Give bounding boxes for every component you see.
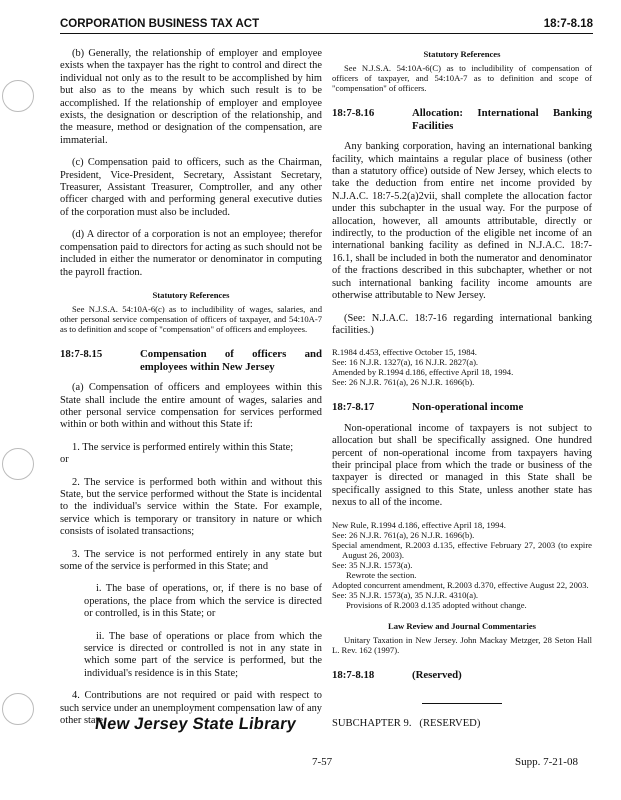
- statutory-references-heading: Statutory References: [423, 49, 501, 59]
- law-review-text: Unitary Taxation in New Jersey. John Mackay Metzger, 28 Seton Hall L. Rev. 162 (1997).: [332, 634, 592, 655]
- section-title: Non-operational income: [412, 401, 524, 414]
- section-heading-8-17: [332, 401, 592, 413]
- paragraph: (See: N.J.A.C. 18:7-16 regarding international banking facilities.): [332, 312, 592, 336]
- section-number: 18:7-8.15: [60, 348, 103, 361]
- paragraph: Non-operational income of taxpayers is not subject to allocation but shall be specifically assigned. One hundred percent of non-operational income from taxpayers having their principal place from which the trade or business of the taxpayer is directed or managed in this State shall be specifically assigned to this State, unless another state has nexus to all of the income.: [332, 422, 592, 509]
- section-title: Compensation of officers and employees within New Jersey: [140, 348, 322, 373]
- section-heading-8-15: [60, 348, 322, 373]
- header-title: CORPORATION BUSINESS TAX ACT: [60, 18, 260, 30]
- divider: [422, 703, 502, 704]
- running-header: [60, 18, 593, 34]
- sub-list-item: ii. The base of operations or place from which the service is directed or controlled is not in any state in which some part of the service is performed, but the individual's residence is in this State;: [84, 630, 322, 679]
- section-heading-8-16: [332, 107, 592, 132]
- section-number: 18:7-8.17: [332, 401, 375, 414]
- left-column: [60, 48, 322, 737]
- list-item: 4. Contributions are not required or paid with respect to such service under an unemployment compensation law of any other state.: [60, 690, 322, 727]
- punch-hole: [2, 448, 34, 480]
- paragraph-a: (a) Compensation of officers and employees within this State shall include the entire amount of wages, salaries and other personal service compensation for services performed within or both within and without this State if:: [60, 382, 322, 431]
- punch-hole: [2, 80, 34, 112]
- section-number: 18:7-8.16: [332, 107, 375, 120]
- history-notes: R.1984 d.453, effective October 15, 1984. See: 16 N.J.R. 1327(a), 16 N.J.R. 2827(a). Amended by R.1994 d.186, effective April 18, 1994. See: 26 N.J.R. 761(a), 26 N.J.R. 1696(b).: [332, 347, 514, 388]
- paragraph-c: (c) Compensation paid to officers, such as the Chairman, President, Vice-President, Secretary, Assistant Secretary, Treasurer, Assistant Treasurer, Comptroller, and any other officer charged with and performing general executive duties of the corporation must also be included.: [60, 157, 322, 218]
- header-section: 18:7-8.18: [543, 18, 593, 30]
- library-stamp: New Jersey State Library: [93, 715, 298, 733]
- history-notes: New Rule, R.1994 d.186, effective April 18, 1994. See: 26 N.J.R. 761(a), 26 N.J.R. 1696(b). Special amendment, R.2003 d.135, effective February 27, 2003 (to expire August 26, 2003). See: 35 N.J.R. 1573(a). Rewrote the section. Adopted concurrent amendment, R.2003 d.370, effective August 22, 2003. See: 35 N.J.R. 1573(a), 35 N.J.R. 4310(a). Provisions of R.2003 d.135 adopted without change.: [332, 519, 592, 610]
- punch-hole: [2, 693, 34, 725]
- section-number: 18:7-8.18: [332, 668, 375, 681]
- paragraph-d: (d) A director of a corporation is not an employee; therefor compensation paid to directors for acting as such should not be included in either the numerator or denominator in computing the payroll fraction.: [60, 229, 323, 278]
- paragraph: Any banking corporation, having an international banking facility, which maintains a regular place of business (other than a statutory office) outside of New Jersey, which elects to take the deduction from entire net income provided by N.J.A.C. 18:7-5.2(a)2vii, shall complete the allocation factor under this subchapter in the usual way. For the purpose of allocation, however, all amounts attributable, directly or indirectly, to the production of the eligible net income of an international banking facility as defined in N.J.A.C. 18:7-16.1, shall be included in both the numerator and denominator of the fractions described in this subchapter, whether or not such international banking facility income amounts are otherwise attributable to New Jersey.: [332, 141, 592, 302]
- subchapter-heading: SUBCHAPTER 9. (RESERVED): [332, 718, 481, 730]
- list-item: 3. The service is not performed entirely in any state but some of the service is performed in this State; and: [60, 548, 322, 572]
- supplement-date: Supp. 7-21-08: [515, 756, 578, 768]
- statutory-references-heading: Statutory References: [152, 289, 230, 300]
- section-heading-8-18: [332, 669, 592, 681]
- page-number: 7-57: [312, 756, 333, 768]
- statutory-references-text: See N.J.S.A. 54:10A-6(c) as to includibility of wages, salaries, and other personal service compensation of officers of taxpayer, and 54:10A-7 as to definition and scope of "compensation" of officers and employees.: [60, 304, 322, 335]
- section-title: Allocation: International Banking Facilities: [412, 107, 592, 132]
- law-review-heading: Law Review and Journal Commentaries: [388, 620, 536, 631]
- paragraph-b: (b) Generally, the relationship of employer and employee exists when the taxpayer has the right to control and direct the individual not only as to the result to be accomplished by him but also as to the means by which such result is to be accomplished. If the relationship of employer and employee exists, the designation or description of the relationship, and the measure, method or designation of the compensation, are immaterial.: [60, 48, 322, 146]
- right-column: [332, 48, 592, 731]
- statutory-references-text: See N.J.S.A. 54:10A-6(C) as to includibility of compensation of officers of taxpayer, and 54:10A-7 as to definition and scope of "compensation" of officers.: [332, 63, 592, 94]
- section-title: (Reserved): [412, 668, 462, 681]
- list-item: 2. The service is performed both within and without this State, but the service performed without the State is incidental to the individual's service within the State. For example, service which is temporary or transitory in nature or which consists of isolated transactions;: [60, 476, 322, 538]
- list-item: 1. The service is performed entirely within this State; or: [60, 441, 294, 466]
- sub-list-item: i. The base of operations, or, if there is no base of operations, the place from which the service is directed or controlled, is in this State; or: [84, 583, 322, 620]
